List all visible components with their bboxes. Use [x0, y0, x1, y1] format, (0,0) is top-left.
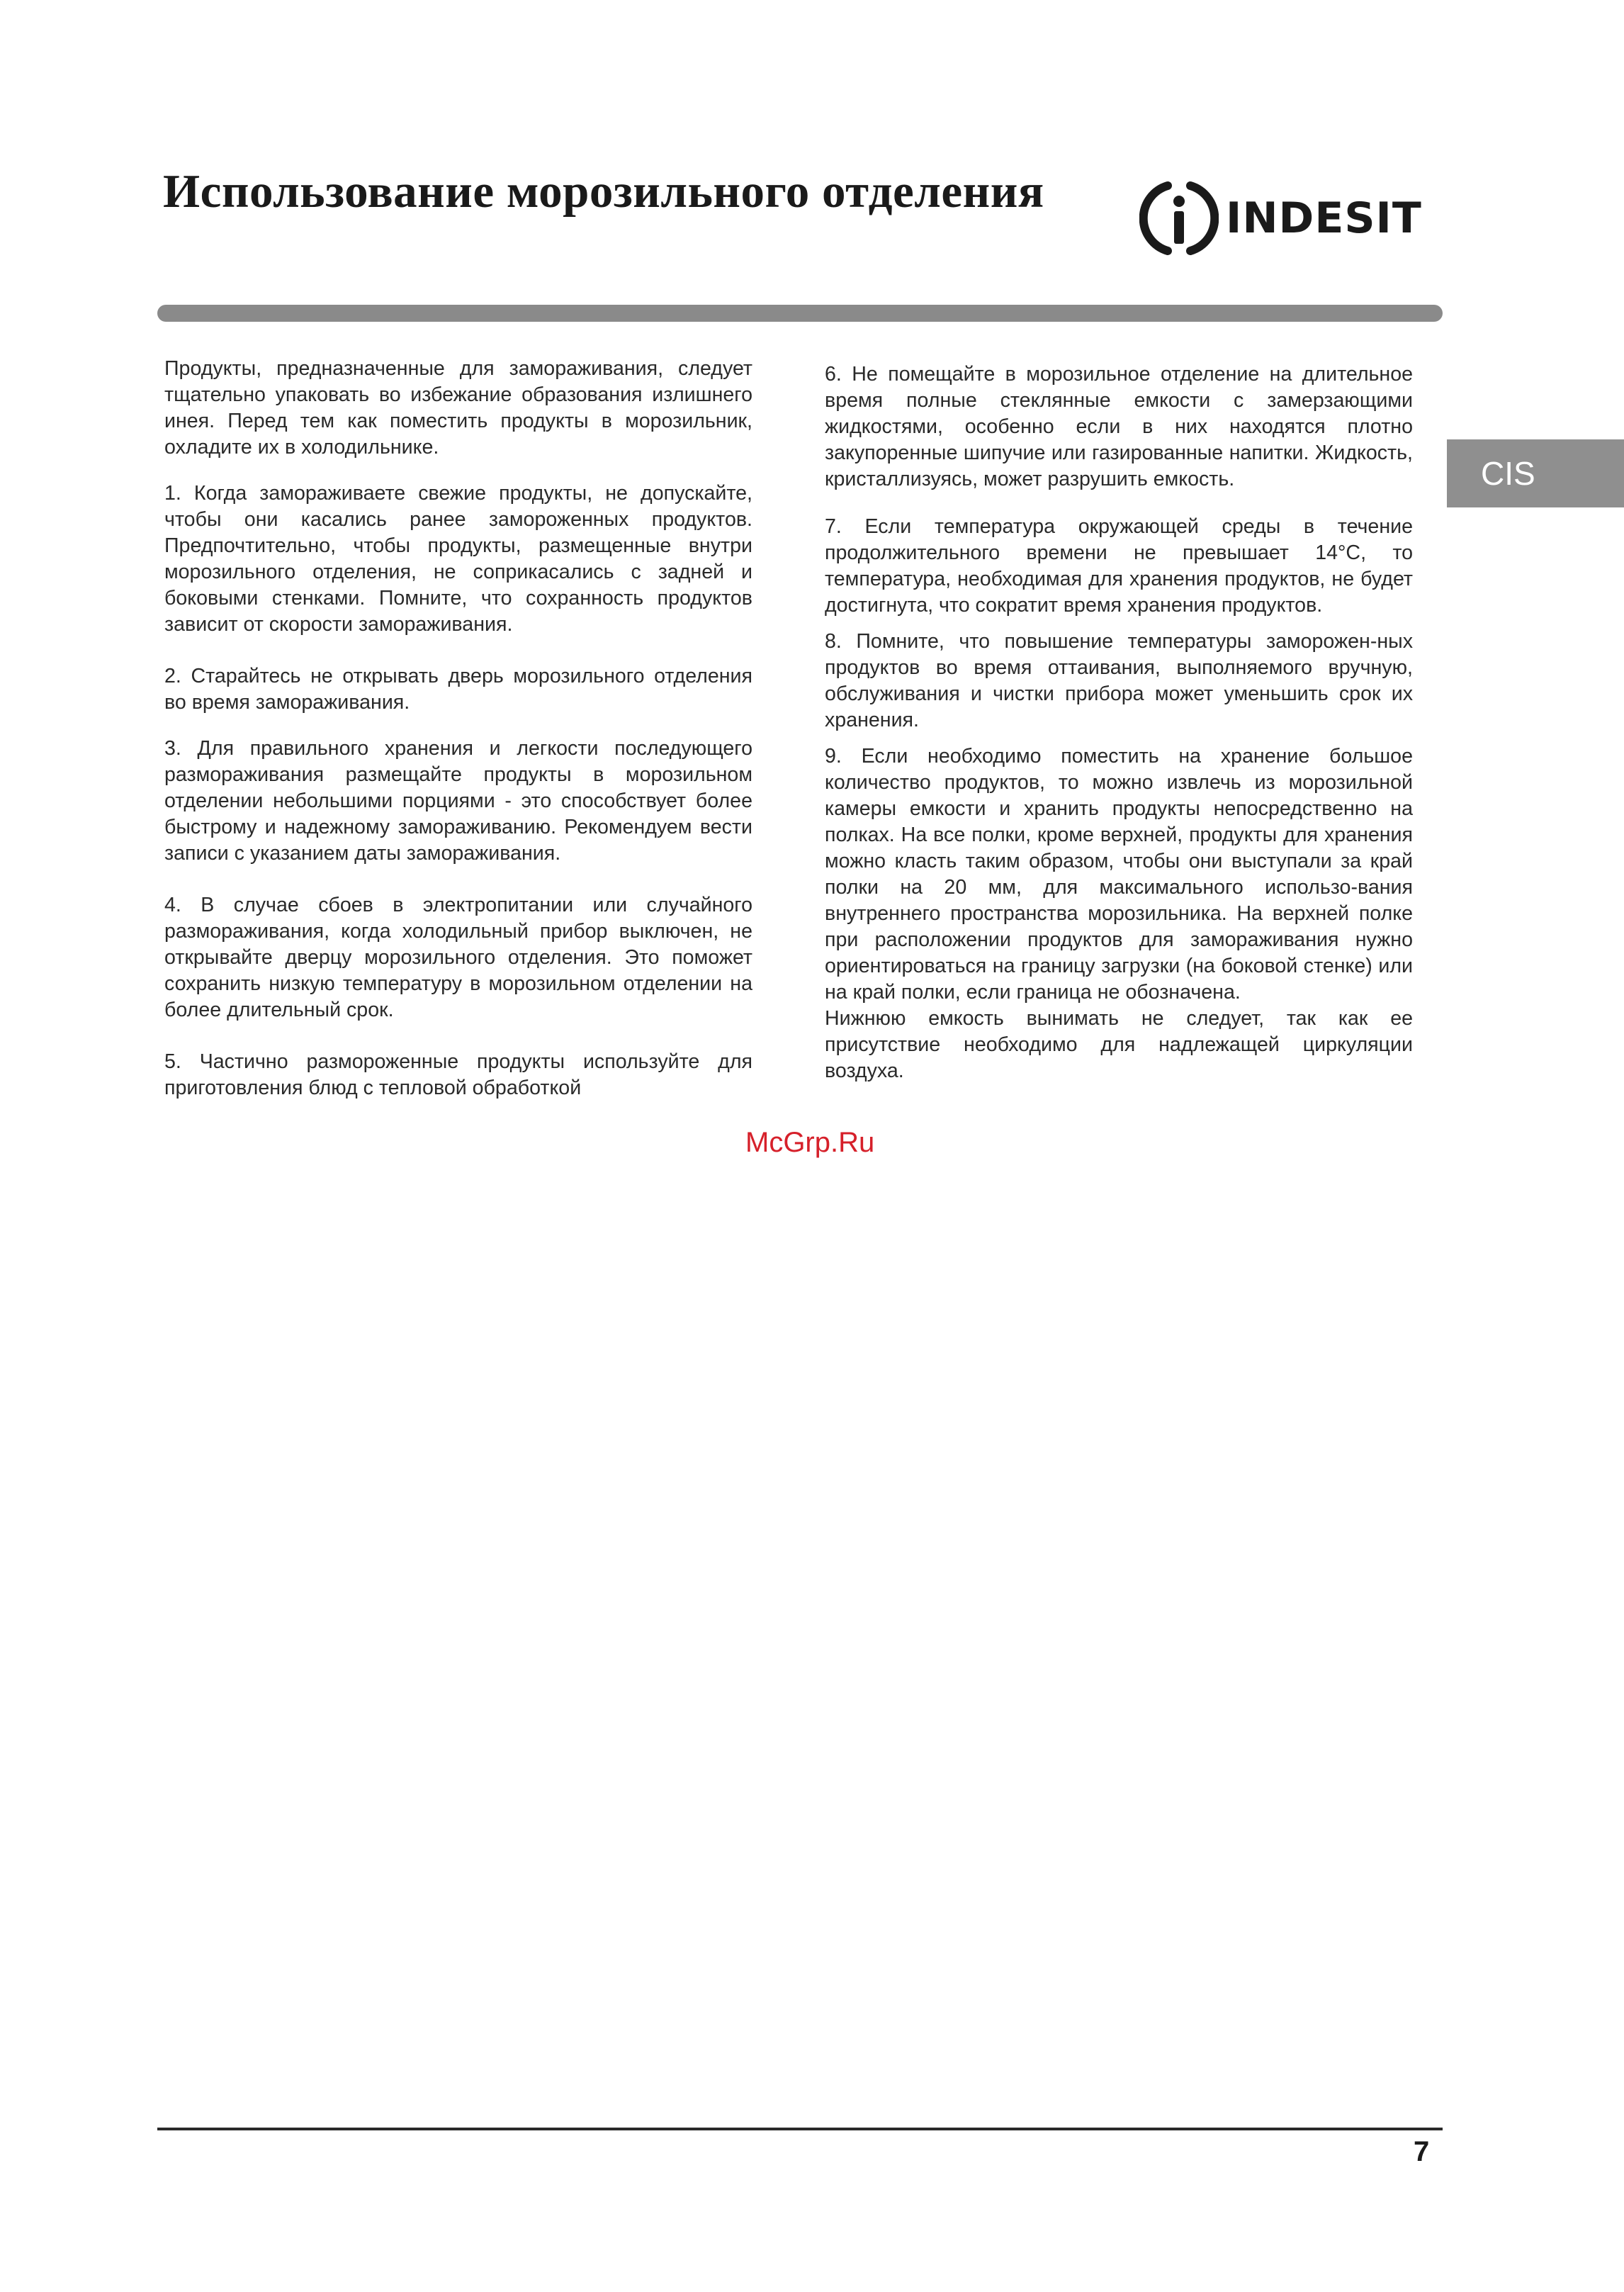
- header-divider-bar: [157, 305, 1443, 322]
- indesit-logo-icon: [1139, 179, 1219, 258]
- right-column: [825, 361, 1413, 1084]
- instruction-item-4: 4. В случае сбоев в электропитании или случайного размораживания, когда холодильный прибор выключен, не открывайте дверцу морозильного отделения. Это поможет сохранить низкую температуру в морозильном отделении на более длительный срок.: [164, 894, 752, 1021]
- page-title: Использование морозильного отделения: [163, 165, 1044, 218]
- watermark-link[interactable]: McGrp.Ru: [745, 1127, 875, 1158]
- instruction-item-3: 3. Для правильного хранения и легкости последующего размораживания размещайте продукты в морозильном отделении небольшими порциями - это способствует более быстрому и надежному замораживанию. Рекомендуем вести записи с указанием даты замораживания.: [164, 737, 752, 865]
- instruction-item-9: 9. Если необходимо поместить на хранение большое количество продуктов, то можно извлечь из морозильной камеры емкости и хранить продукты непосредственно на полках. На все полки, кроме верхней, продукты для хранения можно класть таким образом, чтобы они выступали за край полки на 20 мм, для максимального использо-вания внутреннего пространства морозильника. На верхней полке при расположении продуктов для замораживания нужно ориентироваться на границу загрузки (на боковой стенке) или на край полки, если граница не обозначена.: [825, 745, 1413, 1004]
- language-tab: [1447, 439, 1624, 507]
- brand-name: INDESIT: [1226, 193, 1422, 243]
- instruction-item-9-note: Нижнюю емкость вынимать не следует, так как ее присутствие необходимо для надлежащей циркуляции воздуха.: [825, 1007, 1413, 1082]
- left-column: [164, 356, 752, 1127]
- instruction-item-7: 7. Если температура окружающей среды в течение продолжительного времени не превышает 14°С, то температура, необходимая для хранения продуктов, не будет достигнута, что сократит время хранения продуктов.: [825, 515, 1413, 617]
- page-number: 7: [1414, 2136, 1430, 2167]
- instruction-item-1: 1. Когда замораживаете свежие продукты, не допускайте, чтобы они касались ранее замороженных продуктов. Предпочтительно, чтобы продукты, размещенные внутри морозильного отделения, не соприкасались с задней и боковыми стенками. Помните, что сохранность продуктов зависит от скорости замораживания.: [164, 482, 752, 636]
- footer-divider: [157, 2128, 1443, 2130]
- instruction-item-8: 8. Помните, что повышение температуры заморожен-ных продуктов во время оттаивания, выполняемого вручную, обслуживания и чистки прибора может уменьшить срок их хранения.: [825, 630, 1413, 731]
- instruction-item-5: 5. Частично размороженные продукты используйте для приготовления блюд с тепловой обработкой: [164, 1050, 752, 1099]
- intro-paragraph: Продукты, предназначенные для замораживания, следует тщательно упаковать во избежание образования излишнего инея. Перед тем как поместить продукты в морозильник, охладите их в холодильнике.: [164, 357, 752, 459]
- brand-logo: [1139, 179, 1430, 258]
- instruction-item-2: 2. Старайтесь не открывать дверь морозильного отделения во время замораживания.: [164, 665, 752, 714]
- language-tab-label: CIS: [1481, 455, 1535, 492]
- instruction-item-6: 6. Не помещайте в морозильное отделение на длительное время полные стеклянные емкости с замерзающими жидкостями, особенно если в них находятся плотно закупоренные шипучие или газированные напитки. Жидкость, кристаллизуясь, может разрушить емкость.: [825, 363, 1413, 490]
